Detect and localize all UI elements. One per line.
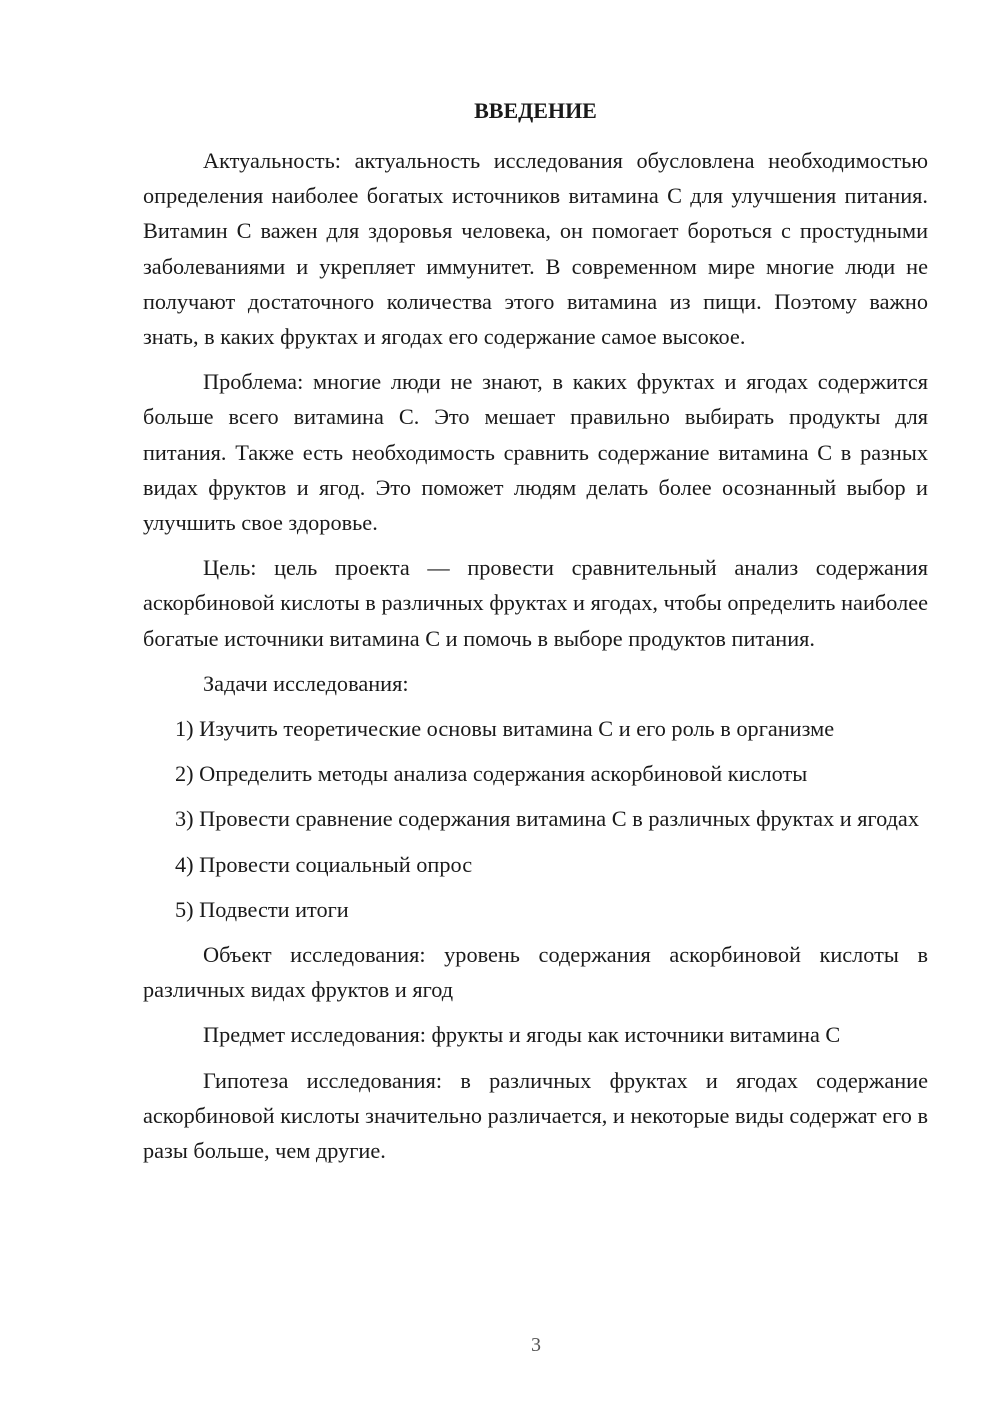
page-number: 3 <box>531 1334 541 1356</box>
object-paragraph: Объект исследования: уровень содержания аскорбиновой кислоты в различных видах фруктов и ягод <box>143 942 928 1003</box>
tasks-heading: Задачи исследования: <box>203 670 409 696</box>
document-body <box>143 143 928 1178</box>
task-item-2: 2) Определить методы анализа содержания аскорбиновой кислоты <box>175 761 808 787</box>
problem-paragraph: Проблема: многие люди не знают, в каких фруктах и ягодах содержится больше всего витамина С. Это мешает правильно выбирать продукты для питания. Также есть необходимость сравнить содержание витамина С в разных видах фруктов и ягод. Это поможет людям делать более осознанный выбор и улучшить свое здоровье. <box>143 369 928 536</box>
subject-paragraph: Предмет исследования: фрукты и ягоды как источники витамина С <box>203 1022 841 1048</box>
relevance-paragraph: Актуальность: актуальность исследования обусловлена необходимостью определения наиболее богатых источников витамина С для улучшения питания. Витамин С важен для здоровья человека, он помогает бороться с простудными заболеваниями и укрепляет иммунитет. В современном мире многие люди не получают достаточного количества этого витамина из пищи. Поэтому важно знать, в каких фруктах и ягодах его содержание самое высокое. <box>143 148 928 350</box>
task-item-3: 3) Провести сравнение содержания витамина С в различных фруктах и ягодах <box>175 806 919 832</box>
task-item-5: 5) Подвести итоги <box>175 896 349 922</box>
task-item-1: 1) Изучить теоретические основы витамина С и его роль в организме <box>175 716 835 742</box>
goal-paragraph: Цель: цель проекта — провести сравнительный анализ содержания аскорбиновой кислоты в различных фруктах и ягодах, чтобы определить наиболее богатые источники витамина С и помочь в выборе продуктов питания. <box>143 555 928 651</box>
hypothesis-paragraph: Гипотеза исследования: в различных фруктах и ягодах содержание аскорбиновой кислоты значительно различается, и некоторые виды содержат его в разы больше, чем другие. <box>143 1067 928 1164</box>
page-title: ВВЕДЕНИЕ <box>474 98 597 123</box>
task-item-4: 4) Провести социальный опрос <box>175 851 473 877</box>
